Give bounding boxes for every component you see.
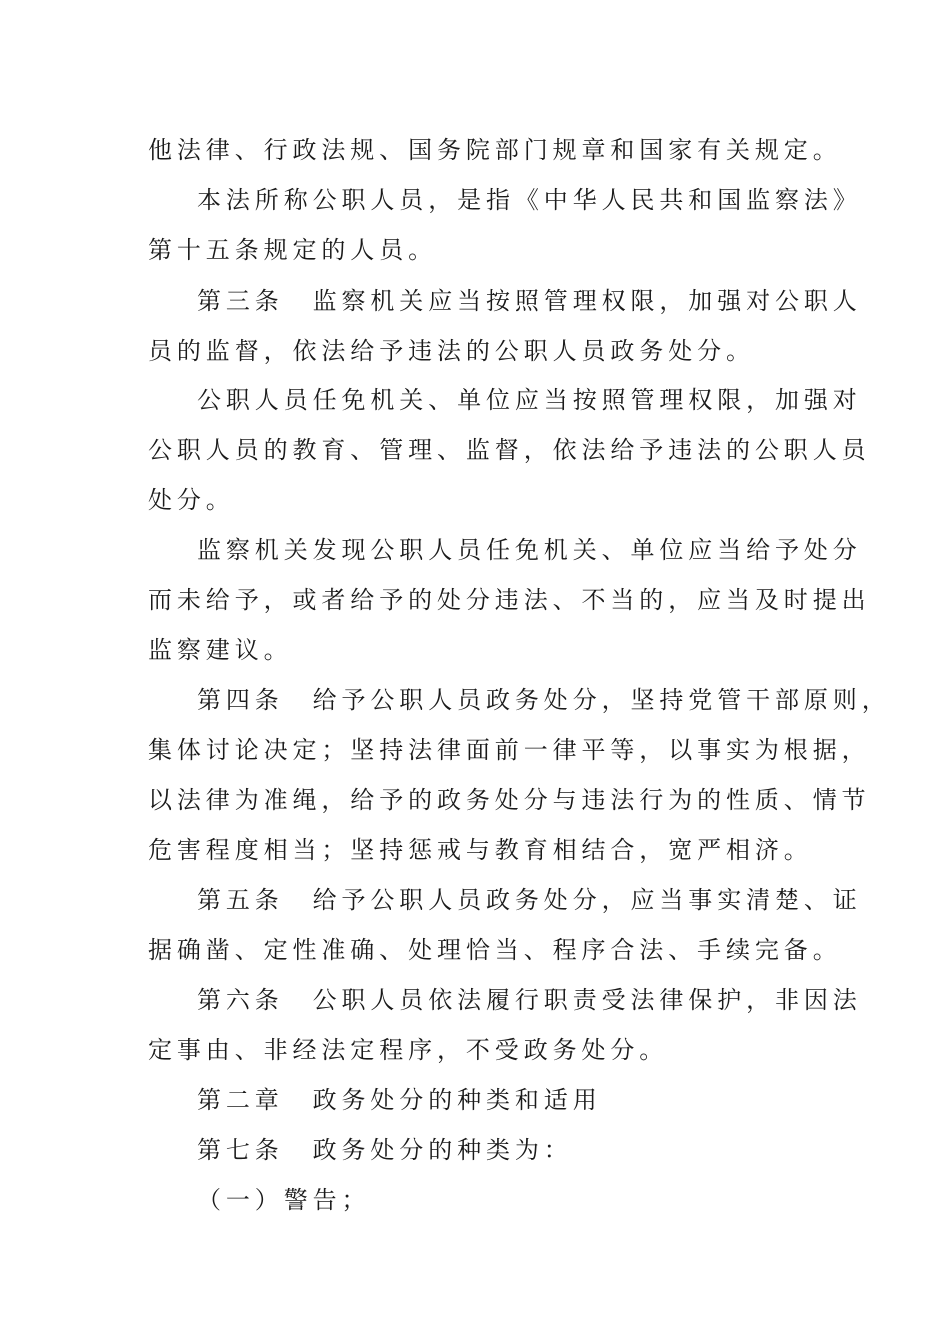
- article-4-heading-line: 第四条 给予公职人员政务处分，坚持党管干部原则，: [197, 686, 891, 714]
- text-line: 处分。: [148, 486, 235, 514]
- chapter-heading: 第二章 政务处分的种类和适用: [197, 1086, 602, 1114]
- article-5-heading-line: 第五条 给予公职人员政务处分，应当事实清楚、证: [197, 886, 862, 914]
- article-6-heading-line: 第六条 公职人员依法履行职责受法律保护，非因法: [197, 986, 862, 1014]
- text-line: 以法律为准绳，给予的政务处分与违法行为的性质、情节: [148, 786, 871, 814]
- text-line: 据确凿、定性准确、处理恰当、程序合法、手续完备。: [148, 936, 842, 964]
- text-line: 而未给予，或者给予的处分违法、不当的，应当及时提出: [148, 586, 871, 614]
- text-line: 危害程度相当；坚持惩戒与教育相结合，宽严相济。: [148, 836, 813, 864]
- list-item: （一）警告；: [197, 1186, 371, 1214]
- text-line: 集体讨论决定；坚持法律面前一律平等，以事实为根据，: [148, 736, 871, 764]
- text-line: 定事由、非经法定程序，不受政务处分。: [148, 1036, 669, 1064]
- text-line: 公职人员任免机关、单位应当按照管理权限，加强对: [197, 386, 862, 414]
- text-line: 监察建议。: [148, 636, 293, 664]
- text-line: 员的监督，依法给予违法的公职人员政务处分。: [148, 337, 755, 365]
- text-line: 本法所称公职人员，是指《中华人民共和国监察法》: [197, 186, 862, 214]
- text-line: 监察机关发现公职人员任免机关、单位应当给予处分: [197, 536, 862, 564]
- article-3-heading-line: 第三条 监察机关应当按照管理权限，加强对公职人: [197, 287, 862, 315]
- text-line: 他法律、行政法规、国务院部门规章和国家有关规定。: [148, 136, 842, 164]
- text-line: 第十五条规定的人员。: [148, 236, 437, 264]
- text-line: 公职人员的教育、管理、监督，依法给予违法的公职人员: [148, 436, 871, 464]
- article-7-heading-line: 第七条 政务处分的种类为：: [197, 1136, 573, 1164]
